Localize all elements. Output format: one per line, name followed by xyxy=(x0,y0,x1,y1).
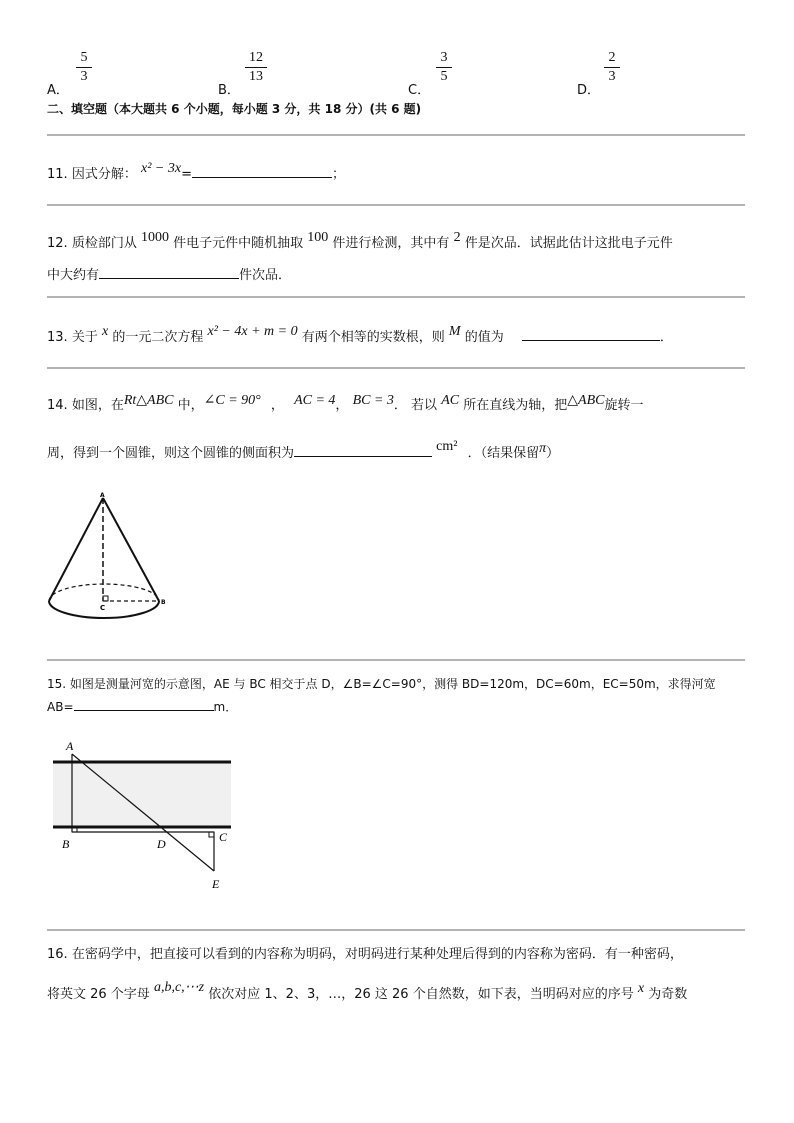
cone-left-edge xyxy=(49,498,103,601)
question-text: 质检部门从 xyxy=(71,236,137,251)
unit-cm2: cm² xyxy=(436,439,458,454)
question-14-line2 xyxy=(47,439,560,462)
label-c: C xyxy=(219,830,228,844)
option-b-fraction xyxy=(245,50,267,85)
q12-number-1000: 1000 xyxy=(140,230,169,245)
question-number: 15. xyxy=(47,677,67,691)
question-text: ．（结果保留 xyxy=(467,446,540,461)
option-d-letter: D． xyxy=(577,83,601,98)
cone-right-edge xyxy=(103,498,159,601)
answer-blank[interactable] xyxy=(99,266,239,279)
question-14-line1 xyxy=(47,394,643,414)
section-heading: 二、填空题（本大题共 6 个小题，每小题 3 分，共 18 分）(共 6 题) xyxy=(47,102,422,116)
label-e: E xyxy=(212,877,220,891)
triangle-rt-abc: Rt△ABC xyxy=(123,393,174,408)
q13-equation: x² − 4x + m = 0 xyxy=(207,324,298,339)
pi-symbol: π xyxy=(539,441,547,456)
question-15-line1 xyxy=(47,675,716,692)
length-ac: AC = 4 xyxy=(294,393,336,408)
triangle-abc: △ABC xyxy=(567,393,605,408)
punctuation: ； xyxy=(331,167,345,182)
question-11 xyxy=(47,163,345,183)
punctuation: ， xyxy=(335,398,349,413)
answer-blank[interactable] xyxy=(74,698,214,711)
option-c-fraction xyxy=(436,50,452,85)
question-text: ． 若以 xyxy=(393,398,438,413)
variable-x: x xyxy=(637,981,645,996)
option-a-letter: A． xyxy=(47,83,69,98)
question-text: 件是次品．试据此估计这批电子元件 xyxy=(464,236,673,251)
q11-expression: x² − 3x xyxy=(140,161,182,176)
label-d: D xyxy=(157,837,166,851)
question-text: 有两个相等的实数根，则 xyxy=(301,330,445,345)
option-b-num: 12 xyxy=(249,50,263,65)
question-text: 如图，在 xyxy=(71,398,124,413)
question-16-line1 xyxy=(47,943,683,962)
question-text: 在密码学中，把直接可以看到的内容称为明码，对明码进行某种处理后得到的内容称为密码．有一种密码， xyxy=(71,947,683,962)
question-text: 件进行检测，其中有 xyxy=(332,236,450,251)
punctuation: ． xyxy=(659,330,673,345)
length-bc: BC = 3 xyxy=(352,393,394,408)
label-a: A xyxy=(66,739,74,753)
q12-number-2: 2 xyxy=(453,230,461,245)
question-text: m． xyxy=(213,700,238,714)
equals-sign: = xyxy=(181,167,192,182)
option-d-num: 2 xyxy=(608,50,616,65)
river-area xyxy=(53,762,231,827)
label-c: C xyxy=(100,604,106,612)
option-b-letter: B． xyxy=(218,83,240,98)
question-text: 中大约有 xyxy=(47,268,100,283)
question-number: 16. xyxy=(47,947,68,962)
question-text: 将英文 26 个字母 xyxy=(47,987,150,1002)
option-a-num: 5 xyxy=(80,50,88,65)
question-text: 中， xyxy=(177,398,204,413)
question-text: AB= xyxy=(47,700,74,714)
answer-blank[interactable] xyxy=(192,165,332,178)
question-13 xyxy=(47,326,673,346)
variable-m: M xyxy=(448,324,461,339)
cone-base-back xyxy=(49,584,159,601)
question-text: 件电子元件中随机抽取 xyxy=(173,236,304,251)
river-figure xyxy=(48,738,238,894)
question-number: 13. xyxy=(47,330,68,345)
question-12-line1 xyxy=(47,232,673,252)
question-number: 14. xyxy=(47,398,68,413)
answer-blank[interactable] xyxy=(522,328,660,341)
label-b: B xyxy=(62,837,70,851)
question-text: 所在直线为轴，把 xyxy=(463,398,568,413)
question-text: 为奇数 xyxy=(648,987,688,1002)
question-number: 12. xyxy=(47,236,68,251)
divider xyxy=(47,134,745,136)
option-d-den: 3 xyxy=(608,69,616,84)
punctuation: ） xyxy=(546,446,560,461)
divider xyxy=(47,929,745,931)
option-a-den: 3 xyxy=(80,69,88,84)
question-text: 周，得到一个圆锥，则这个圆锥的侧面积为 xyxy=(47,446,295,461)
divider xyxy=(47,659,745,661)
option-d-fraction xyxy=(604,50,620,85)
question-text: 关于 xyxy=(71,330,98,345)
option-c-letter: C． xyxy=(408,83,431,98)
question-number: 11. xyxy=(47,167,68,182)
option-c-num: 3 xyxy=(440,50,448,65)
answer-blank[interactable] xyxy=(294,444,432,457)
question-16-line2 xyxy=(47,980,688,1003)
option-b-den: 13 xyxy=(249,69,263,84)
variable-x: x xyxy=(101,324,109,339)
punctuation: ， xyxy=(270,398,284,413)
question-text: 依次对应 1、2、3，…，26 这 26 个自然数，如下表，当明码对应的序号 xyxy=(208,987,634,1002)
letters-sequence: a,b,c,⋯z xyxy=(153,980,205,995)
question-text: 的一元二次方程 xyxy=(112,330,204,345)
label-b: B xyxy=(161,599,166,606)
question-text: 如图是测量河宽的示意图，AE 与 BC 相交于点 D，∠B=∠C=90°，测得 BD=120m，DC=60m，EC=50m，求得河宽 xyxy=(69,677,716,691)
question-text: 因式分解： xyxy=(71,167,137,182)
option-c-den: 5 xyxy=(440,69,448,84)
angle-c: ∠C = 90° xyxy=(203,393,261,408)
divider xyxy=(47,296,745,298)
question-12-line2 xyxy=(47,264,291,283)
question-15-line2 xyxy=(47,698,237,715)
cone-figure xyxy=(44,488,174,628)
divider xyxy=(47,367,745,369)
question-text: 的值为 xyxy=(464,330,504,345)
right-angle-c xyxy=(209,832,214,837)
divider xyxy=(47,204,745,206)
segment-ac: AC xyxy=(441,393,460,408)
question-text: 件次品． xyxy=(239,268,292,283)
label-a: A xyxy=(100,492,105,499)
option-a-fraction xyxy=(76,50,92,85)
question-text: 旋转一 xyxy=(604,398,644,413)
q12-number-100: 100 xyxy=(307,230,329,245)
